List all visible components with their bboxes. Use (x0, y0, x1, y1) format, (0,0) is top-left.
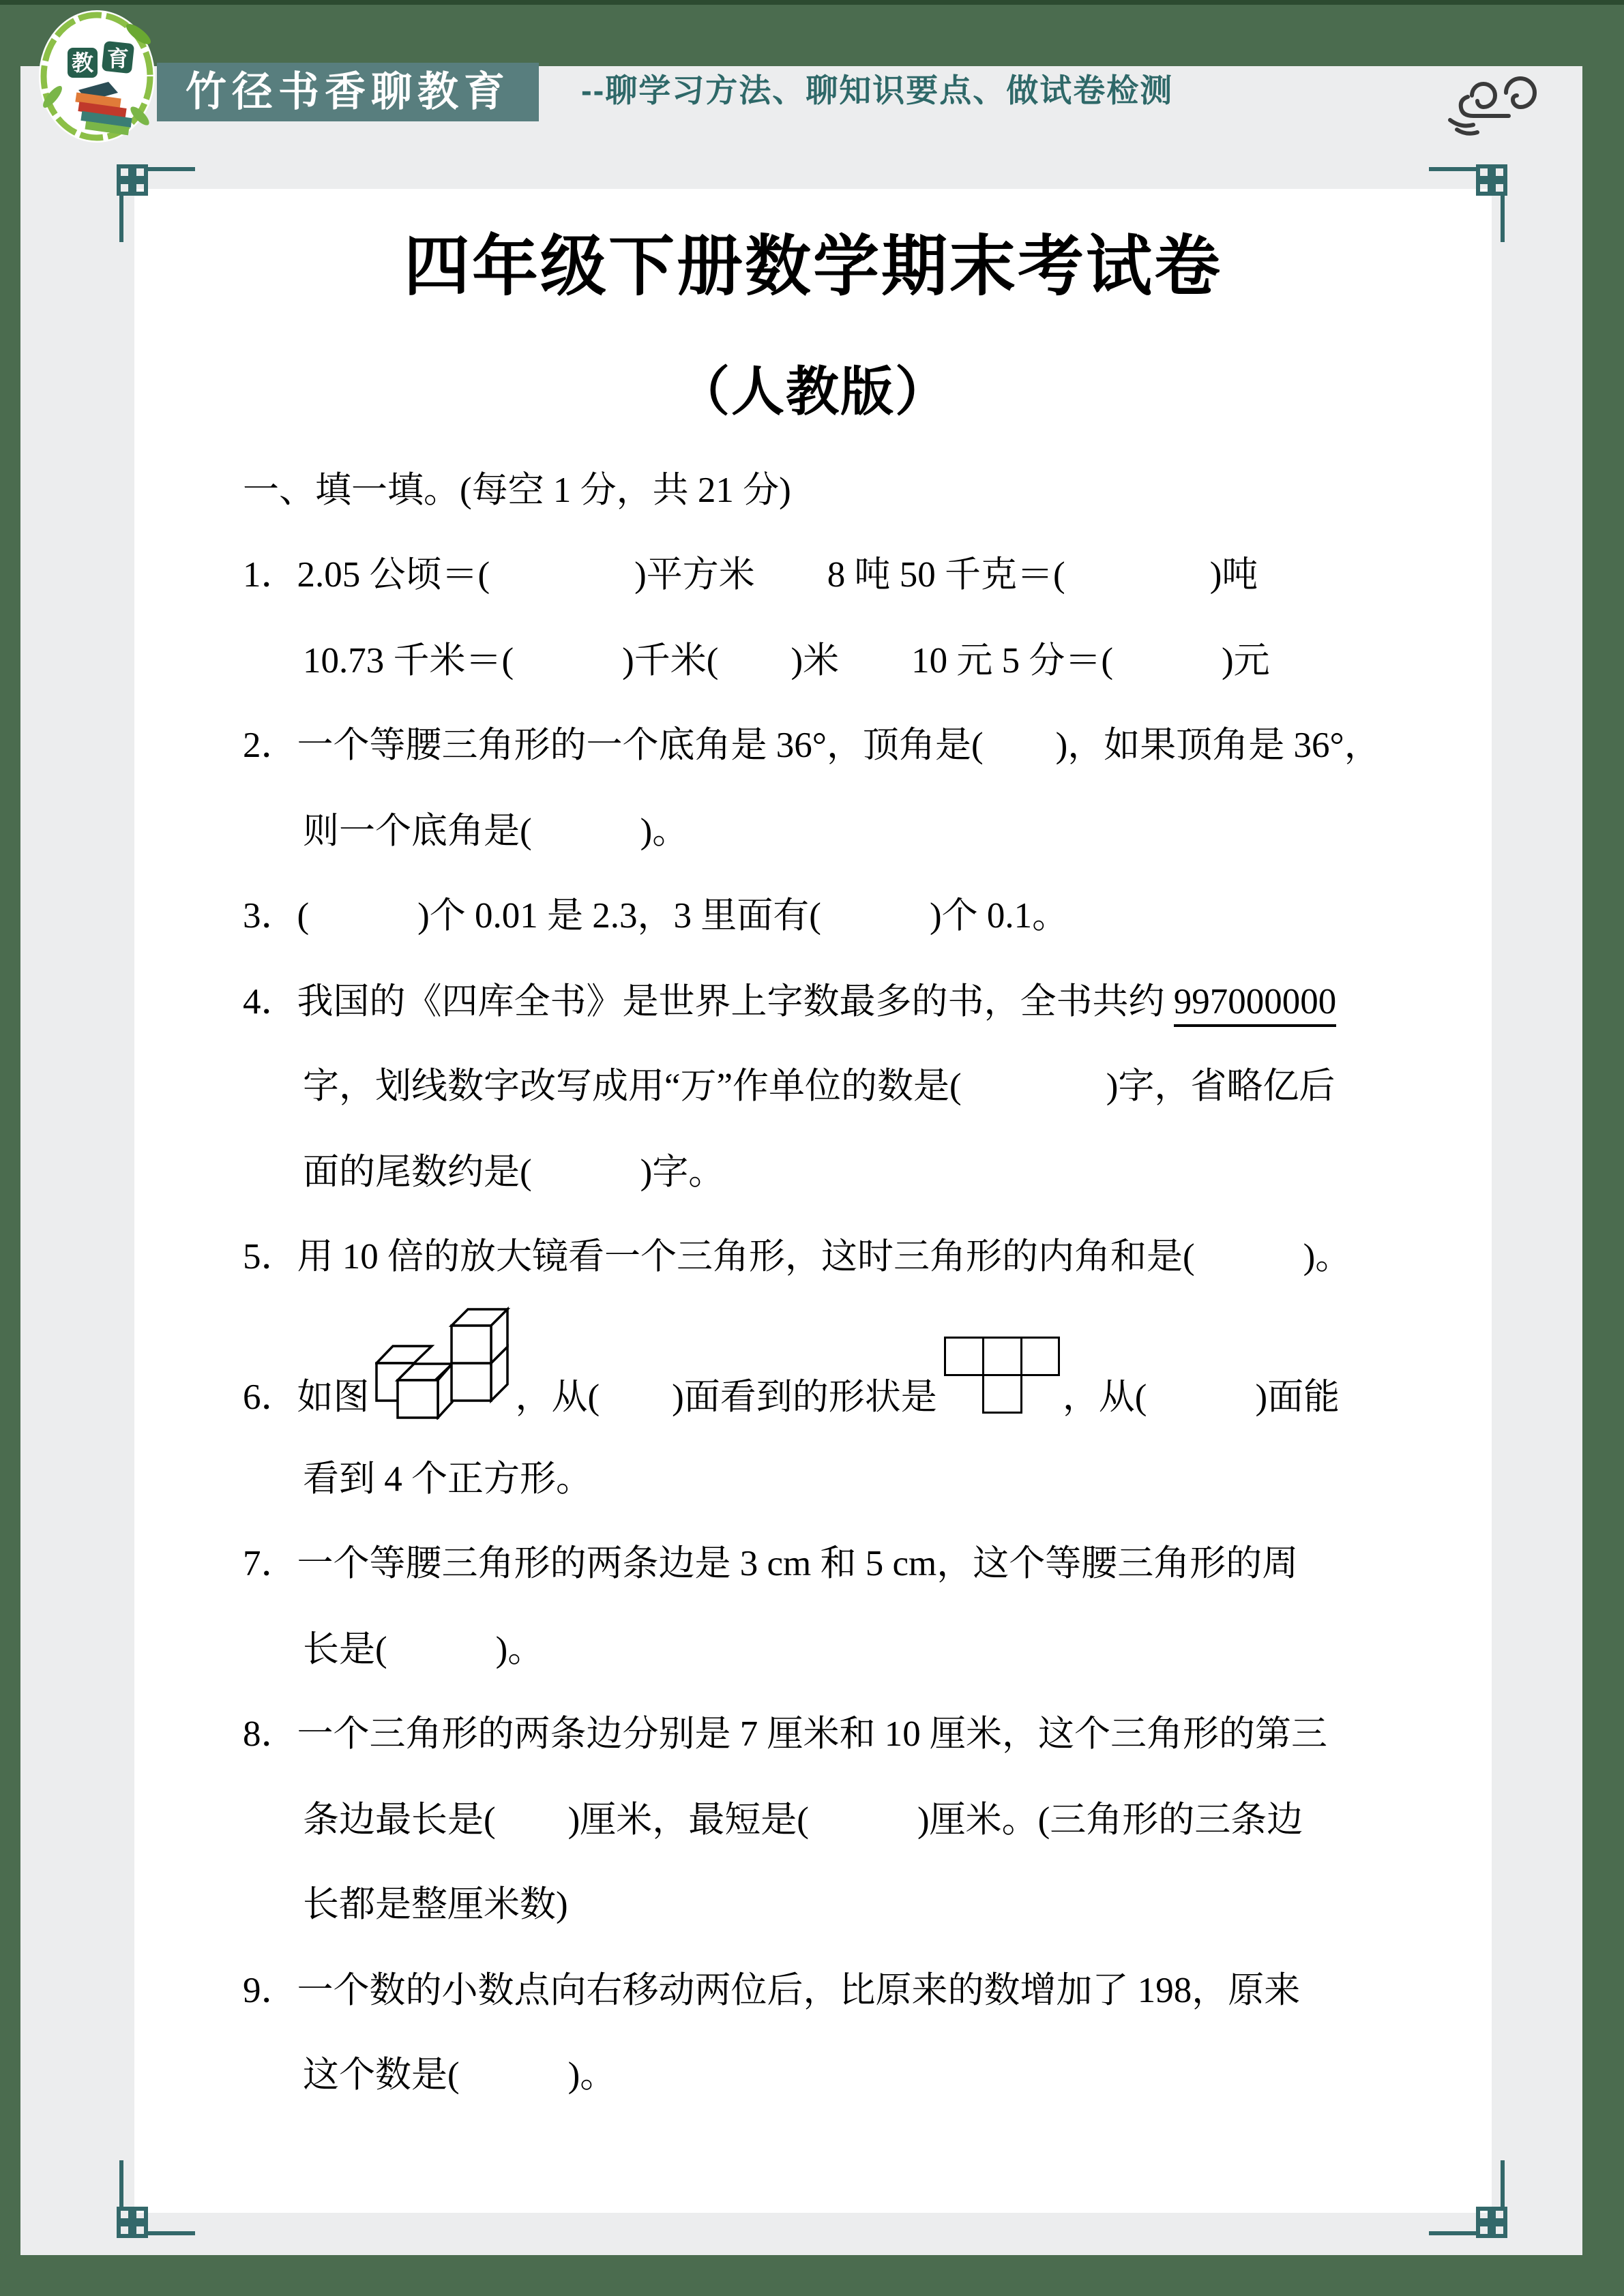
corner-bracket-bottom-left (109, 2153, 198, 2242)
question-1-line-2: 10.73 千米＝( )千米( )米 10 元 5 分＝( )元 (303, 641, 1270, 681)
question-4-line-2: 字，划线数字改写成用“万”作单位的数是( )字，省略亿后 (303, 1067, 1335, 1106)
question-4-line-1 (243, 981, 1336, 1027)
t-shape-figure (944, 1337, 1060, 1414)
question-6-line-2: 看到 4 个正方形。 (303, 1459, 592, 1499)
question-4-text: 4．我国的《四库全书》是世界上字数最多的书，全书共约 (243, 982, 1174, 1022)
frame-right-band (1582, 0, 1624, 2296)
auspicious-cloud-icon (1441, 56, 1550, 138)
question-8-line-1: 8．一个三角形的两条边分别是 7 厘米和 10 厘米，这个三角形的第三 (243, 1714, 1327, 1754)
question-4-underlined-number: 997000000 (1174, 981, 1337, 1027)
question-2-line-1: 2．一个等腰三角形的一个底角是 36°，顶角是( )，如果顶角是 36°， (243, 726, 1381, 765)
question-8-line-2: 条边最长是( )厘米，最短是( )厘米。(三角形的三条边 (303, 1800, 1303, 1840)
question-6-prefix: 6．如图 (243, 1377, 370, 1417)
page-title: 四年级下册数学期末考试卷 (404, 229, 1222, 303)
question-5-line: 5．用 10 倍的放大镜看一个三角形，这时三角形的内角和是( )。 (243, 1237, 1352, 1277)
question-7-line-1: 7．一个等腰三角形的两条边是 3 cm 和 5 cm，这个等腰三角形的周 (243, 1544, 1299, 1583)
question-9-line-2: 这个数是( )。 (303, 2055, 617, 2095)
page-subtitle: （人教版） (676, 361, 949, 421)
question-6-suffix: ，从( )面能 (1062, 1377, 1340, 1417)
frame-top-band (0, 0, 1624, 66)
section-heading: 一、填一填。(每空 1 分，共 21 分) (243, 471, 791, 510)
brand-label: 竹径书香聊教育 (157, 63, 539, 121)
frame-top-edge-line (0, 0, 1624, 5)
logo-seal-top: 教 (71, 50, 94, 75)
question-4-line-3: 面的尾数约是( )字。 (303, 1152, 725, 1192)
frame-left-band (0, 0, 20, 2296)
question-6-line-1 (243, 1307, 1340, 1422)
question-7-line-2: 长是( )。 (303, 1630, 544, 1669)
header-slogan: --聊学习方法、聊知识要点、做试卷检测 (581, 72, 1174, 108)
corner-bracket-bottom-right (1426, 2153, 1515, 2242)
question-9-line-1: 9．一个数的小数点向右移动两位后，比原来的数增加了 198，原来 (243, 1971, 1301, 2010)
frame-bottom-band (0, 2255, 1624, 2296)
cube-stack-figure (375, 1307, 512, 1420)
question-8-line-3: 长都是整厘米数) (303, 1885, 568, 1924)
logo-seal-bottom: 育 (106, 46, 130, 71)
question-2-line-2: 则一个底角是( )。 (303, 811, 689, 851)
question-3-line: 3．( )个 0.01 是 2.3，3 里面有( )个 0.1。 (243, 896, 1069, 936)
question-6-middle: ，从( )面看到的形状是 (515, 1377, 937, 1417)
question-1-line-1: 1．2.05 公顷＝( )平方米 8 吨 50 千克＝( )吨 (243, 555, 1258, 595)
education-logo-icon (38, 8, 156, 145)
